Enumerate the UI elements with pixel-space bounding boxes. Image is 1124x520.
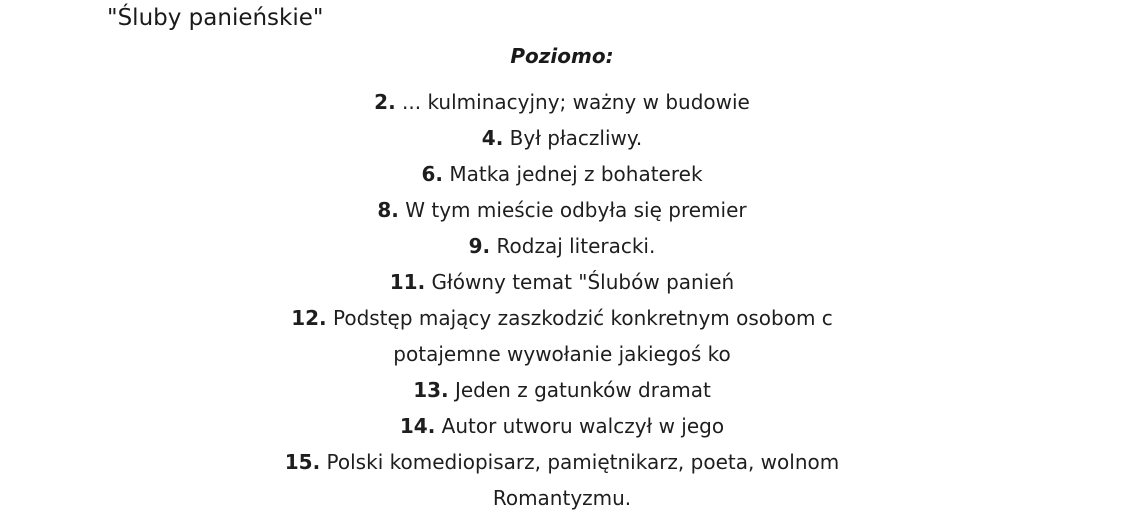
clue-item [0,408,1124,444]
clue-item [0,192,1124,228]
clue-item [0,120,1124,156]
clue-text: potajemne wywołanie jakiegoś ko [393,342,731,366]
clue-number: 8. [377,198,399,222]
clue-text: W tym mieście odbyła się premier [398,198,747,222]
clue-item [0,444,1124,480]
section-heading-horizontal: Poziomo: [510,44,614,68]
clue-text: ... kulminacyjny; ważny w budowie [395,90,750,114]
clue-item-continuation [0,336,1124,372]
clue-text: Podstęp mający zaszkodzić konkretnym osobom c [326,306,833,330]
clue-text: Rodzaj literacki. [490,234,656,258]
clue-number: 15. [284,450,321,474]
clue-item-continuation [0,480,1124,516]
clue-number: 14. [399,414,436,438]
clue-number: 9. [468,234,491,258]
clue-item [0,264,1124,300]
clue-number: 4. [481,126,504,150]
clue-item [0,84,1124,120]
clue-text: Był płaczliwy. [503,126,643,150]
clue-number: 11. [389,270,426,294]
clue-text: Polski komediopisarz, pamiętnikarz, poeta, wolnom [320,450,840,474]
clue-number: 6. [421,162,443,186]
clue-item [0,372,1124,408]
clue-list [0,84,1124,516]
clue-text: Jeden z gatunków dramat [448,378,711,402]
clue-item [0,300,1124,336]
page-title: "Śluby panieńskie" [107,5,324,31]
clue-number: 2. [374,90,396,114]
clue-text: Romantyzmu. [492,486,632,510]
clue-number: 13. [413,378,449,402]
clue-text: Matka jednej z bohaterek [442,162,703,186]
clue-number: 12. [291,306,327,330]
clue-item [0,228,1124,264]
clue-item [0,156,1124,192]
clue-text: Główny temat "Ślubów panień [425,270,735,294]
clue-text: Autor utworu walczył w jego [435,414,725,438]
